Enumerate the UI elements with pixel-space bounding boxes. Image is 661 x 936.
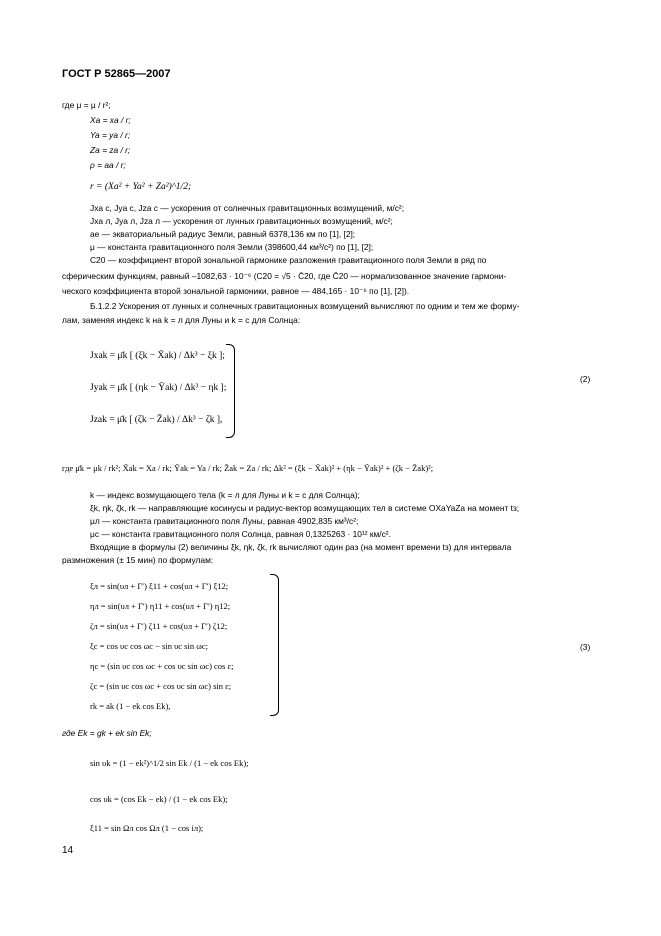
text-line: C20 — коэффициент второй зональной гармонике разложения гравитационного поля Земли в ряд по xyxy=(90,255,487,265)
text-line: Б.1.2.2 Ускорения от лунных и солнечных гравитационных возмущений вычисляют по одним и тем же форму- xyxy=(90,301,520,311)
text-line: сферическим функциям, равный –1082,63 · 10⁻⁶ (C20 = √5 · C̄20, где C̄20 — нормализованное значение гармони- xyxy=(62,271,507,281)
page-number: 14 xyxy=(62,845,74,856)
formula-line: cos υk = (cos Ek − ek) / (1 − ek cos Ek); xyxy=(90,794,228,804)
text-line: Входящие в формулы (2) величины ξk, ηk, ζk, rk вычисляют один раз (на момент времени tз) для интервала xyxy=(90,542,512,552)
equation-row: Jzak = μ̄k [ (ζk − Z̄ak) / Δk³ − ζk ], xyxy=(90,415,223,425)
equation-row: ηл = sin(υл + Г′) η11 + cos(υл + Г′) η12; xyxy=(90,601,231,611)
text-line: μл — константа гравитационного поля Луны, равная 4902,835 км³/с²; xyxy=(90,516,359,526)
text-line: ческого коэффициента второй зональной гармоники, равное — 484,165 · 10⁻⁶ по [1], [2]). xyxy=(62,286,410,296)
formula-line: где Ek = gk + ek sin Ek; xyxy=(62,728,152,738)
formula-line: Xa = xa / r; xyxy=(90,115,131,125)
text-line: размножения (± 15 мин) по формулам: xyxy=(62,555,214,565)
text-line: где μ = μ / r²; xyxy=(62,100,111,110)
equation-row: Jyak = μ̄k [ (ηk − Ȳak) / Δk³ − ηk ]; xyxy=(90,383,227,393)
formula-line: r = (Xa² + Ya² + Za²)^1/2; xyxy=(90,182,192,192)
text-line: k — индекс возмущающего тела (k = л для Луны и k = с для Солнца); xyxy=(90,490,360,500)
equation-row: ζл = sin(υл + Г′) ζ11 + cos(υл + Г′) ζ12; xyxy=(90,621,228,631)
equation-row: Jxak = μ̄k [ (ξk − X̄ak) / Δk³ − ξk ]; xyxy=(90,351,225,361)
formula-line: Za = za / r; xyxy=(90,145,131,155)
text-line: ξk, ηk, ζk, rk — направляющие косинусы и радиус-вектор возмущающих тел в системе OXaYaZa на момент tз; xyxy=(90,503,520,513)
formula-line: где μ̄k = μk / rk²; X̄ak = Xa / rk; Ȳak = Ya / rk; Z̄ak = Za / rk; Δk² = (ξk − X̄ak)² + (ηk − Ȳak)² + (ζk − Z̄ak)²; xyxy=(62,463,434,473)
equation-row: ζс = (sin υс cos ωс + cos υс sin ωс) sin ε; xyxy=(90,681,232,691)
equation-row: rk = ak (1 − ek cos Ek), xyxy=(90,701,171,711)
text-line: лам, заменяя индекс k на k = л для Луны и k = с для Солнца: xyxy=(62,315,301,325)
formula-line: ξ11 = sin Ωл cos Ωл (1 − cos iл); xyxy=(90,823,204,833)
formula-line: sin υk = (1 − ek²)^1/2 sin Ek / (1 − ek cos Ek); xyxy=(90,758,249,768)
page-header: ГОСТ Р 52865—2007 xyxy=(62,68,171,80)
formula-line: Ya = ya / r; xyxy=(90,130,131,140)
equation-row: ηс = (sin υс cos ωс + cos υс sin ωс) cos ε; xyxy=(90,661,234,671)
equation-brace xyxy=(226,344,235,438)
equation-row: ξл = sin(υл + Г′) ξ11 + cos(υл + Г′) ξ12; xyxy=(90,581,229,591)
text-line: ae — экваториальный радиус Земли, равный 6378,136 км по [1], [2]; xyxy=(90,229,356,239)
equation-number: (3) xyxy=(580,642,591,652)
text-line: μ — константа гравитационного поля Земли (398600,44 км³/с²) по [1], [2]; xyxy=(90,242,374,252)
text-line: μс — константа гравитационного поля Солнца, равная 0,1325263 · 10¹² км/с². xyxy=(90,529,391,539)
formula-line: ρ = aa / r; xyxy=(90,160,126,170)
equation-row: ξс = cos υс cos ωс − sin υс sin ωс; xyxy=(90,641,208,651)
equation-brace xyxy=(270,574,279,716)
text-line: Jxa л, Jya л, Jza л — ускорения от лунных гравитационных возмущений, м/с²; xyxy=(90,216,393,226)
equation-number: (2) xyxy=(580,374,591,384)
text-line: Jxa с, Jya с, Jza с — ускорения от солнечных гравитационных возмущений, м/с²; xyxy=(90,203,405,213)
